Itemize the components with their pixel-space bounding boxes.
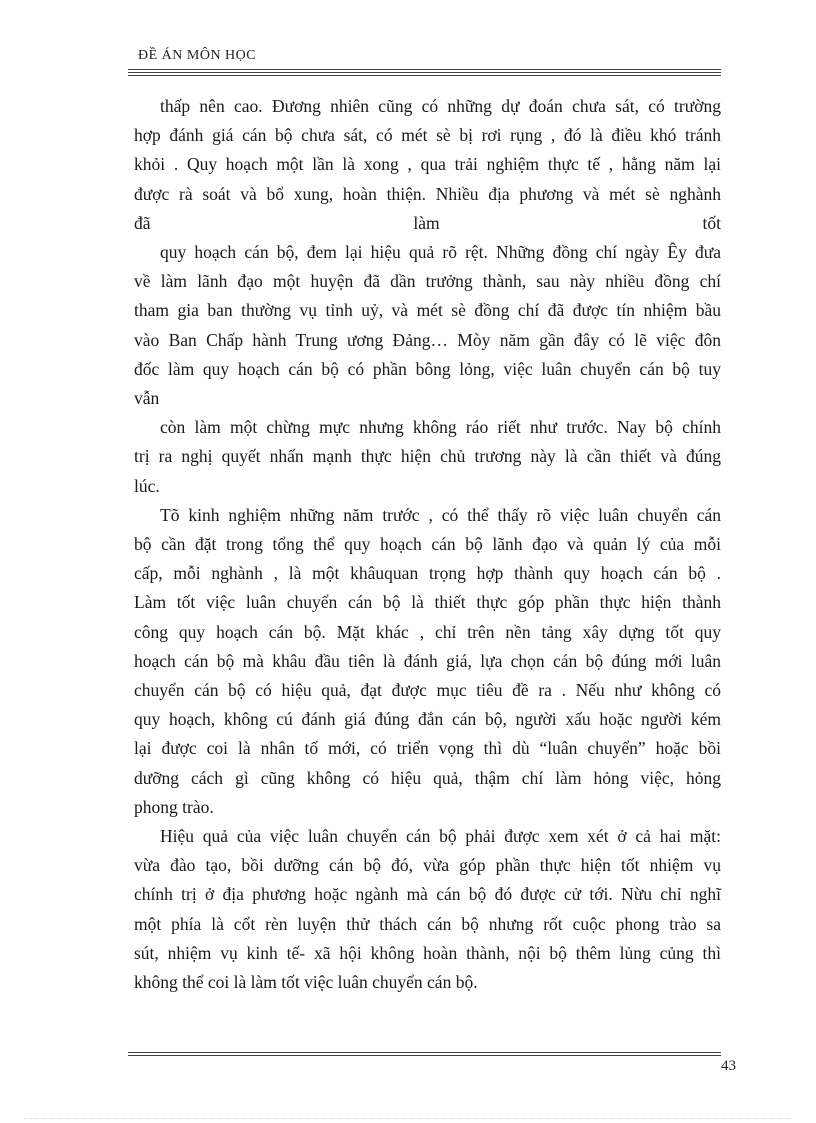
text-line: hợp đánh giá cán bộ chưa sát, có mét sè bị rơi rụng , đó là điều khó tránh bbox=[134, 125, 721, 146]
text-line: cấp, mỗi nghành , là một khâuquan trọng hợp thành quy hoạch cán bộ . bbox=[134, 563, 721, 584]
page-edge-dotted-line bbox=[24, 1118, 792, 1119]
text-line: thấp nên cao. Đương nhiên cũng có những dự đoán chưa sát, có trường bbox=[160, 96, 721, 116]
body-text bbox=[134, 92, 721, 997]
text-line: trị ra nghị quyết nhấn mạnh thực hiện chủ trương này là cần thiết và đúng bbox=[134, 446, 721, 467]
text-line: chuyển cán bộ có hiệu quả, đạt được mục tiêu đề ra . Nếu như không có bbox=[134, 680, 721, 701]
text-line: tham gia ban thường vụ tỉnh uỷ, và mét sè đồng chí đã được tín nhiệm bầu bbox=[134, 300, 721, 321]
text-line: lại được coi là nhân tố mới, có triển vọng thì dù “luân chuyển” hoặc bồi bbox=[134, 738, 721, 759]
text-line: công quy hoạch cán bộ. Mặt khác , chỉ trên nền tảng xây dựng tốt quy bbox=[134, 621, 721, 642]
text-line: phong trào. bbox=[134, 796, 214, 817]
text-line: sút, nhiệm vụ kinh tế- xã hội không hoàn thành, nội bộ thêm lủng củng thì bbox=[134, 942, 721, 963]
text-line: không thể coi là làm tốt việc luân chuyển cán bộ. bbox=[134, 972, 478, 993]
text-line: quy hoạch, không cú đánh giá đúng đắn cán bộ, người xấu hoặc người kém bbox=[134, 709, 721, 730]
text-line: đốc làm quy hoạch cán bộ có phần bông lỏng, việc luân chuyển cán bộ tuy bbox=[134, 358, 721, 379]
text-line: còn làm một chừng mực nhưng không ráo riết như trước. Nay bộ chính bbox=[160, 417, 721, 438]
text-line: Hiệu quả của việc luân chuyển cán bộ phải được xem xét ở cả hai mặt: bbox=[160, 826, 721, 847]
text-line: đã làm tốt bbox=[134, 212, 721, 233]
header-rule bbox=[128, 69, 721, 70]
text-line: vào Ban Chấp hành Trung ương Đảng… Mòy năm gần đây có lẽ việc đôn bbox=[134, 329, 721, 350]
header-rule bbox=[128, 72, 721, 73]
text-line: được rà soát và bổ xung, hoàn thiện. Nhiều địa phương và mét sè nghành bbox=[134, 183, 721, 204]
text-line: vừa đào tạo, bồi dưỡng cán bộ đó, vừa góp phần thực hiện tốt nhiệm vụ bbox=[134, 855, 721, 876]
text-line: Làm tốt việc luân chuyển cán bộ là thiết thực góp phần thực hiện thành bbox=[134, 592, 721, 613]
header-rule bbox=[128, 75, 721, 76]
text-line: dưỡng cách gì cũng không có hiệu quả, thậm chí làm hỏng việc, hỏng bbox=[134, 767, 721, 788]
text-line: Tõ kinh nghiệm những năm trước , có thể thấy rõ việc luân chuyển cán bbox=[160, 504, 721, 525]
text-line: vẫn bbox=[134, 388, 160, 409]
text-line: bộ cần đặt trong tổng thể quy hoạch cán bộ lãnh đạo và quản lý của mỗi bbox=[134, 534, 721, 555]
text-line: lúc. bbox=[134, 475, 160, 496]
text-line: quy hoạch cán bộ, đem lại hiệu quả rõ rệt. Những đồng chí ngày Êy đưa bbox=[160, 242, 721, 263]
text-line: chính trị ở địa phương hoặc ngành mà cán bộ đó được cử tới. Nừu chỉ nghĩ bbox=[134, 884, 721, 905]
page-number: 43 bbox=[721, 1058, 736, 1074]
footer-rule bbox=[128, 1052, 721, 1053]
footer-rule bbox=[128, 1055, 721, 1056]
running-header: ĐỀ ÁN MÔN HỌC bbox=[138, 48, 257, 63]
text-line: khỏi . Quy hoạch một lần là xong , qua trải nghiệm thực tế , hằng năm lại bbox=[134, 154, 721, 175]
text-line: một phía là cốt rèn luyện thử thách cán bộ nhưng rốt cuộc phong trào sa bbox=[134, 913, 721, 934]
text-line: về làm lãnh đạo một huyện đã dần trưởng thành, sau này nhiều đồng chí bbox=[134, 271, 721, 292]
text-line: hoạch cán bộ mà khâu đầu tiên là đánh giá, lựa chọn cán bộ đúng mới luân bbox=[134, 650, 721, 671]
